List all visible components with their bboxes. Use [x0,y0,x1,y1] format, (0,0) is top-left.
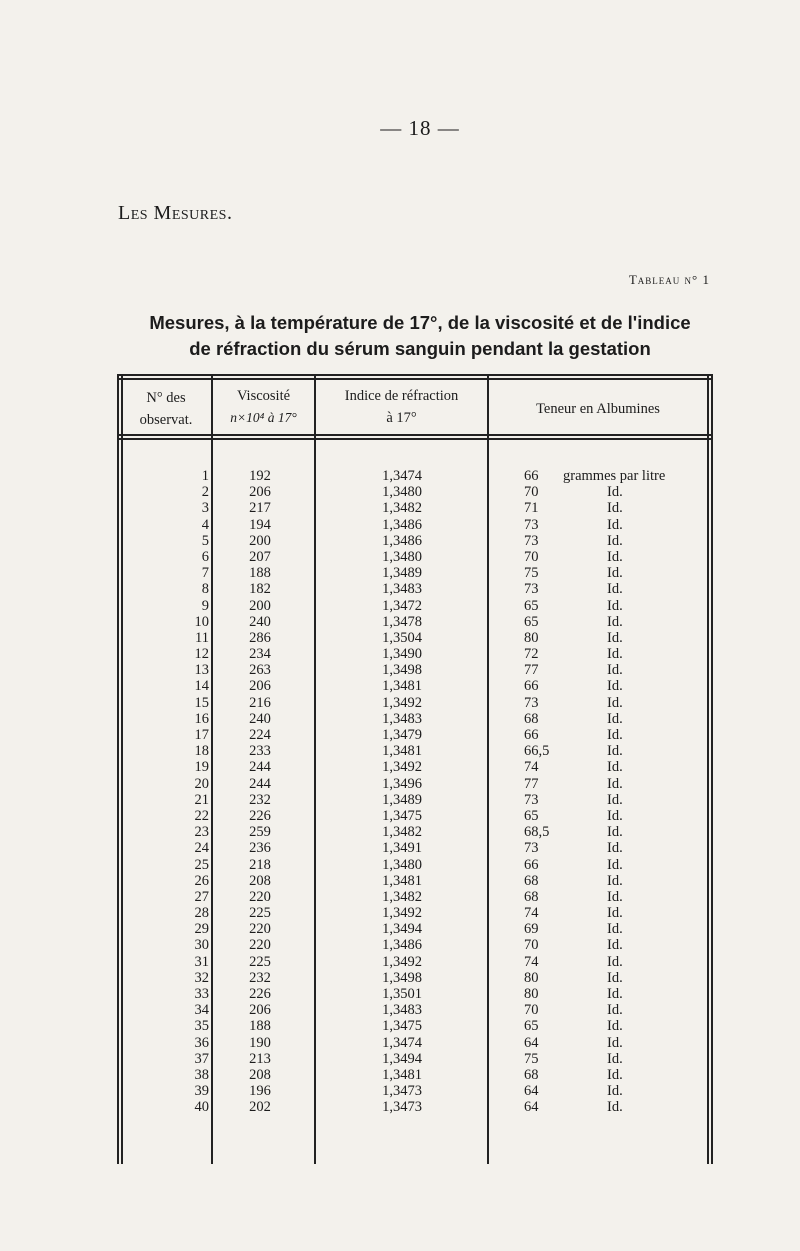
refraction-index-value: 1,3480 [382,484,422,501]
table-row [117,695,713,711]
table-row [117,1035,713,1051]
observation-number: 32 [194,969,209,986]
section-title: Les Mesures. [118,202,233,224]
table-top-rule [117,374,713,376]
page-number: — 18 — [380,116,460,140]
albumin-value: 65 [524,1018,539,1035]
table-row [117,808,713,824]
table-body [117,468,713,1116]
refraction-index-value: 1,3482 [382,824,422,841]
table-row [117,549,713,565]
viscosity-value: 213 [249,1050,271,1067]
albumin-unit: Id. [607,986,623,1002]
header-col2-line2: n×10⁴ à 17° [230,410,297,425]
refraction-index-value: 1,3501 [382,986,422,1002]
albumin-value: 77 [524,662,539,679]
table-row [117,954,713,970]
viscosity-value: 206 [249,678,271,695]
table-row [117,646,713,662]
albumin-value: 80 [524,969,539,986]
albumin-unit: Id. [607,807,623,824]
observation-number: 7 [201,565,209,582]
viscosity-value: 226 [249,986,271,1002]
albumin-unit: Id. [607,905,623,922]
albumin-value: 77 [524,775,539,792]
albumin-value: 74 [524,759,539,776]
albumin-value: 75 [524,565,539,582]
refraction-index-value: 1,3494 [382,1050,422,1067]
albumin-value: 65 [524,597,539,614]
albumin-unit: Id. [607,1050,623,1067]
viscosity-value: 232 [249,969,271,986]
observation-number: 15 [194,694,209,711]
albumin-unit: Id. [607,743,623,760]
refraction-index-value: 1,3486 [382,937,422,954]
table-row [117,986,713,1002]
viscosity-value: 225 [249,905,271,922]
viscosity-value: 234 [249,646,271,663]
table-row [117,500,713,516]
refraction-index-value: 1,3481 [382,872,422,889]
albumin-unit: Id. [607,484,623,501]
viscosity-value: 224 [249,727,271,743]
viscosity-value: 196 [249,1083,271,1100]
albumin-unit: Id. [607,1034,623,1051]
albumin-unit: Id. [607,710,623,727]
observation-number: 19 [194,759,209,776]
albumin-unit: Id. [607,1002,623,1019]
albumin-value: 74 [524,905,539,922]
table-top-rule-2 [117,378,713,380]
refraction-index-value: 1,3492 [382,953,422,970]
table-row [117,1067,713,1083]
observation-number: 8 [201,581,209,598]
refraction-index-value: 1,3492 [382,694,422,711]
refraction-index-value: 1,3479 [382,727,422,743]
albumin-unit: Id. [607,727,623,743]
viscosity-value: 217 [249,500,271,517]
refraction-index-value: 1,3482 [382,888,422,905]
refraction-index-value: 1,3483 [382,581,422,598]
viscosity-value: 259 [249,824,271,841]
viscosity-value: 225 [249,953,271,970]
albumin-value: 65 [524,807,539,824]
albumin-unit: grammes par litre [563,468,666,484]
albumin-unit: Id. [607,856,623,873]
refraction-index-value: 1,3474 [382,1034,422,1051]
viscosity-value: 206 [249,484,271,501]
observation-number: 5 [201,532,209,549]
refraction-index-value: 1,3498 [382,969,422,986]
refraction-index-value: 1,3498 [382,662,422,679]
observation-number: 9 [201,597,209,614]
viscosity-value: 218 [249,856,271,873]
table-row [117,1018,713,1034]
header-viscosity [213,385,314,429]
header-albumin-content: Teneur en Albumines [536,401,660,417]
observation-number: 10 [194,613,209,630]
albumin-value: 68 [524,872,539,889]
observation-number: 16 [194,710,209,727]
albumin-unit: Id. [607,1099,623,1116]
viscosity-value: 206 [249,1002,271,1019]
viscosity-value: 233 [249,743,271,760]
refraction-index-value: 1,3478 [382,613,422,630]
albumin-unit: Id. [607,629,623,646]
refraction-index-value: 1,3481 [382,743,422,760]
albumin-value: 66,5 [524,743,550,760]
viscosity-value: 200 [249,532,271,549]
albumin-value: 80 [524,986,539,1002]
observation-number: 39 [194,1083,209,1100]
viscosity-value: 220 [249,937,271,954]
viscosity-value: 240 [249,710,271,727]
table-row [117,468,713,484]
header-refraction-index [316,385,487,429]
refraction-index-value: 1,3489 [382,791,422,808]
albumin-unit: Id. [607,1018,623,1035]
observation-number: 23 [194,824,209,841]
table-row [117,824,713,840]
observation-number: 20 [194,775,209,792]
albumin-unit: Id. [607,646,623,663]
albumin-unit: Id. [607,953,623,970]
refraction-index-value: 1,3473 [382,1099,422,1116]
albumin-value: 66 [524,468,539,484]
albumin-value: 71 [524,500,539,517]
table-row [117,614,713,630]
refraction-index-value: 1,3496 [382,775,422,792]
albumin-value: 65 [524,613,539,630]
viscosity-value: 244 [249,759,271,776]
albumin-value: 68 [524,710,539,727]
albumin-value: 68 [524,888,539,905]
observation-number: 12 [194,646,209,663]
observation-number: 24 [194,840,209,857]
viscosity-value: 200 [249,597,271,614]
refraction-index-value: 1,3492 [382,905,422,922]
albumin-unit: Id. [607,548,623,565]
albumin-unit: Id. [607,678,623,695]
albumin-value: 75 [524,1050,539,1067]
viscosity-value: 182 [249,581,271,598]
table-row [117,727,713,743]
albumin-value: 73 [524,791,539,808]
observation-number: 17 [194,727,209,743]
observation-number: 29 [194,921,209,938]
albumin-unit: Id. [607,872,623,889]
header-col1-line2: observat. [139,412,193,428]
table-row [117,1083,713,1099]
refraction-index-value: 1,3472 [382,597,422,614]
albumin-unit: Id. [607,824,623,841]
refraction-index-value: 1,3482 [382,500,422,517]
observation-number: 6 [201,548,209,565]
refraction-index-value: 1,3475 [382,1018,422,1035]
albumin-unit: Id. [607,581,623,598]
refraction-index-value: 1,3486 [382,532,422,549]
viscosity-value: 216 [249,694,271,711]
albumin-unit: Id. [607,694,623,711]
table-row [117,921,713,937]
observation-number: 34 [194,1002,209,1019]
refraction-index-value: 1,3480 [382,856,422,873]
albumin-value: 64 [524,1034,539,1051]
observation-number: 35 [194,1018,209,1035]
viscosity-value: 208 [249,1066,271,1083]
table-row [117,533,713,549]
albumin-value: 73 [524,581,539,598]
viscosity-value: 188 [249,1018,271,1035]
albumin-value: 69 [524,921,539,938]
refraction-index-value: 1,3483 [382,1002,422,1019]
albumin-value: 64 [524,1099,539,1116]
observation-number: 2 [201,484,209,501]
albumin-unit: Id. [607,888,623,905]
albumin-value: 64 [524,1083,539,1100]
viscosity-value: 240 [249,613,271,630]
observation-number: 1 [201,468,209,484]
table-row [117,565,713,581]
table-row [117,905,713,921]
refraction-index-value: 1,3480 [382,548,422,565]
header-rule [117,434,713,436]
albumin-value: 73 [524,516,539,533]
header-col2-line1: Viscosité [236,388,291,404]
refraction-index-value: 1,3473 [382,1083,422,1100]
viscosity-value: 202 [249,1099,271,1116]
refraction-index-value: 1,3490 [382,646,422,663]
table-row [117,630,713,646]
albumin-value: 80 [524,629,539,646]
table-row [117,889,713,905]
viscosity-value: 194 [249,516,271,533]
observation-number: 31 [194,953,209,970]
albumin-value: 68 [524,1066,539,1083]
table-row [117,711,713,727]
observation-number: 26 [194,872,209,889]
observation-number: 28 [194,905,209,922]
albumin-value: 70 [524,937,539,954]
albumin-value: 74 [524,953,539,970]
albumin-value: 73 [524,840,539,857]
viscosity-value: 244 [249,775,271,792]
observation-number: 25 [194,856,209,873]
table-label: Tableau n° 1 [628,272,710,287]
viscosity-value: 232 [249,791,271,808]
header-observation-number [121,387,211,431]
refraction-index-value: 1,3489 [382,565,422,582]
observation-number: 11 [195,629,209,646]
table-row [117,840,713,856]
refraction-index-value: 1,3474 [382,468,422,484]
table-row [117,598,713,614]
viscosity-value: 190 [249,1034,271,1051]
caption-line-2: de réfraction du sérum sanguin pendant la gestation [189,338,651,359]
observation-number: 27 [194,888,209,905]
albumin-unit: Id. [607,1066,623,1083]
albumin-unit: Id. [607,759,623,776]
observation-number: 3 [201,500,209,517]
albumin-unit: Id. [607,662,623,679]
albumin-unit: Id. [607,1083,623,1100]
table-row [117,484,713,500]
refraction-index-value: 1,3475 [382,807,422,824]
table-row [117,857,713,873]
refraction-index-value: 1,3494 [382,921,422,938]
albumin-unit: Id. [607,597,623,614]
albumin-value: 73 [524,694,539,711]
albumin-unit: Id. [607,791,623,808]
header-col3-line2: à 17° [386,410,417,426]
albumin-value: 70 [524,548,539,565]
viscosity-value: 226 [249,807,271,824]
caption-line-1: Mesures, à la température de 17°, de la viscosité et de l'indice [149,312,691,333]
observation-number: 18 [194,743,209,760]
albumin-unit: Id. [607,969,623,986]
refraction-index-value: 1,3492 [382,759,422,776]
albumin-unit: Id. [607,565,623,582]
header-col1-line1: N° des [146,390,186,406]
albumin-unit: Id. [607,937,623,954]
albumin-unit: Id. [607,532,623,549]
viscosity-value: 263 [249,662,271,679]
header-rule-2 [117,438,713,440]
header-col3-line1: Indice de réfraction [344,388,459,404]
observation-number: 37 [194,1050,209,1067]
table-row [117,517,713,533]
viscosity-value: 286 [249,629,271,646]
viscosity-value: 220 [249,888,271,905]
table-row [117,662,713,678]
table-row [117,1051,713,1067]
albumin-value: 66 [524,856,539,873]
table-row [117,792,713,808]
viscosity-value: 208 [249,872,271,889]
viscosity-value: 220 [249,921,271,938]
albumin-value: 72 [524,646,539,663]
observation-number: 38 [194,1066,209,1083]
albumin-unit: Id. [607,500,623,517]
observation-number: 33 [194,986,209,1002]
albumin-value: 66 [524,678,539,695]
observation-number: 13 [194,662,209,679]
measurements-table [117,374,713,1164]
albumin-unit: Id. [607,613,623,630]
observation-number: 14 [194,678,209,695]
refraction-index-value: 1,3483 [382,710,422,727]
observation-number: 4 [201,516,209,533]
table-caption [110,310,730,362]
observation-number: 21 [194,791,209,808]
refraction-index-value: 1,3481 [382,1066,422,1083]
table-row [117,743,713,759]
albumin-value: 68,5 [524,824,550,841]
table-row [117,581,713,597]
table-row [117,937,713,953]
albumin-value: 66 [524,727,539,743]
albumin-unit: Id. [607,516,623,533]
observation-number: 22 [194,807,209,824]
albumin-unit: Id. [607,775,623,792]
viscosity-value: 236 [249,840,271,857]
table-row [117,776,713,792]
refraction-index-value: 1,3481 [382,678,422,695]
albumin-unit: Id. [607,840,623,857]
refraction-index-value: 1,3486 [382,516,422,533]
table-row [117,678,713,694]
table-row [117,970,713,986]
albumin-value: 70 [524,484,539,501]
albumin-unit: Id. [607,921,623,938]
table-row [117,1099,713,1115]
observation-number: 40 [194,1099,209,1116]
table-row [117,759,713,775]
table-row [117,1002,713,1018]
refraction-index-value: 1,3504 [382,629,422,646]
albumin-value: 70 [524,1002,539,1019]
viscosity-value: 188 [249,565,271,582]
observation-number: 30 [194,937,209,954]
viscosity-value: 192 [249,468,271,484]
albumin-value: 73 [524,532,539,549]
viscosity-value: 207 [249,548,271,565]
observation-number: 36 [194,1034,209,1051]
table-row [117,873,713,889]
refraction-index-value: 1,3491 [382,840,422,857]
